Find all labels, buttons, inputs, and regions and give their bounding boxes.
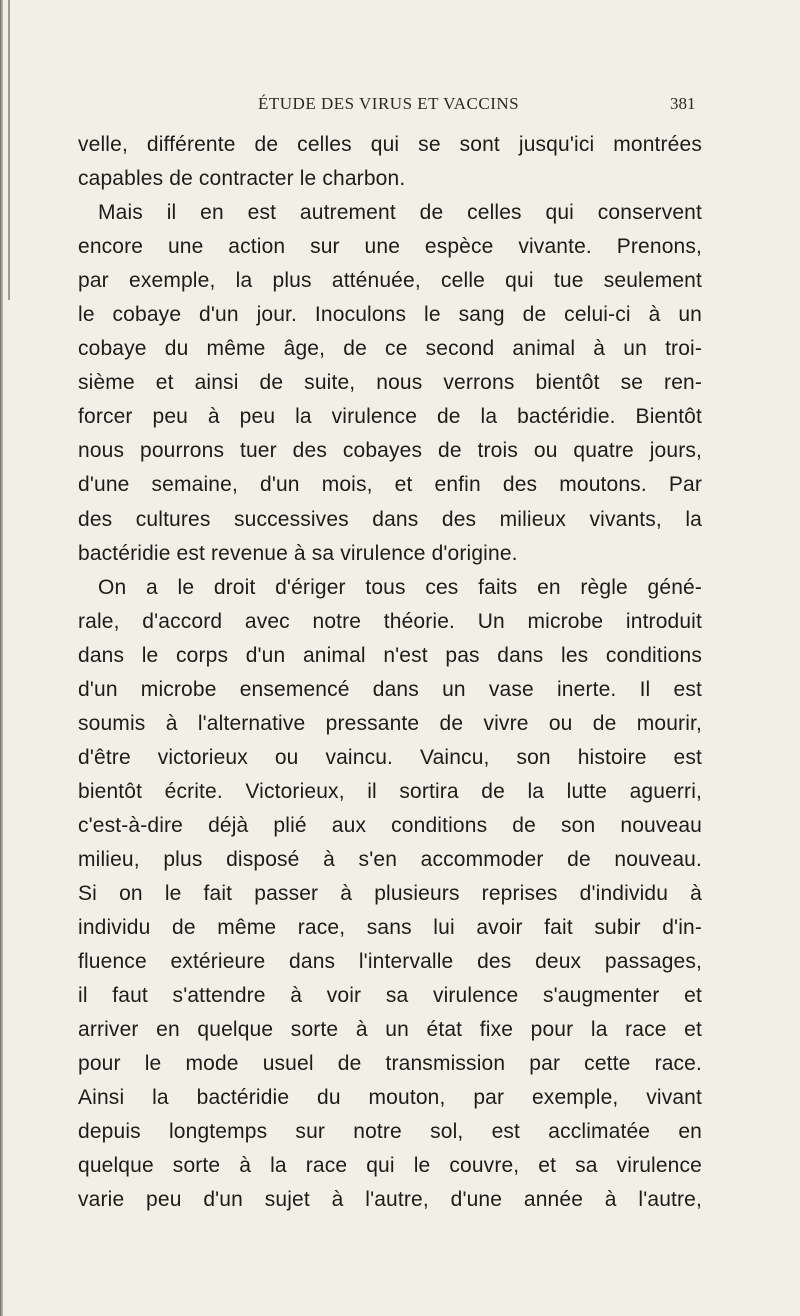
text-line: sième et ainsi de suite, nous verrons bientôt se ren-: [78, 371, 702, 395]
text-line: varie peu d'un sujet à l'autre, d'une année à l'autre,: [78, 1188, 702, 1212]
text-line: cobaye du même âge, de ce second animal à un troi-: [78, 337, 702, 361]
text-line: quelque sorte à la race qui le couvre, et sa virulence: [78, 1154, 702, 1178]
text-line: le cobaye d'un jour. Inoculons le sang de celui-ci à un: [78, 303, 702, 327]
text-line: bientôt écrite. Victorieux, il sortira de la lutte aguerri,: [78, 779, 702, 803]
text-line: velle, différente de celles qui se sont jusqu'ici montrées: [78, 133, 702, 156]
text-line: d'une semaine, d'un mois, et enfin des moutons. Par: [78, 473, 702, 497]
text-line: c'est-à-dire déjà plié aux conditions de son nouveau: [78, 813, 702, 837]
text-line: rale, d'accord avec notre théorie. Un microbe introduit: [78, 609, 702, 633]
text-line: individu de même race, sans lui avoir fait subir d'in-: [78, 916, 702, 940]
running-head: ÉTUDE DES VIRUS ET VACCINS: [258, 94, 520, 113]
text-line: bactéridie est revenue à sa virulence d'origine.: [78, 541, 518, 565]
text-line: capables de contracter le charbon.: [78, 167, 406, 191]
text-line: pour le mode usuel de transmission par cette race.: [78, 1052, 702, 1076]
text-line: d'être victorieux ou vaincu. Vaincu, son histoire est: [78, 745, 702, 769]
text-line: Ainsi la bactéridie du mouton, par exemple, vivant: [78, 1086, 702, 1110]
page-number: 381: [670, 94, 696, 113]
text-line: forcer peu à peu la virulence de la bactéridie. Bientôt: [78, 405, 702, 429]
text-line: depuis longtemps sur notre sol, est acclimatée en: [78, 1120, 702, 1144]
binding-shadow: [8, 0, 10, 300]
text-line: des cultures successives dans des milieux vivants, la: [78, 507, 702, 531]
text-line: d'un microbe ensemencé dans un vase inerte. Il est: [78, 677, 702, 701]
text-line: arriver en quelque sorte à un état fixe pour la race et: [78, 1018, 702, 1042]
text-line: dans le corps d'un animal n'est pas dans les conditions: [78, 643, 702, 667]
text-line: Si on le fait passer à plusieurs reprises d'individu à: [78, 882, 702, 906]
page-header: [0, 94, 800, 120]
text-line: encore une action sur une espèce vivante. Prenons,: [78, 235, 702, 259]
text-line: par exemple, la plus atténuée, celle qui tue seulement: [78, 269, 702, 293]
binding-edge: [0, 0, 3, 1316]
text-line: soumis à l'alternative pressante de vivre ou de mourir,: [78, 711, 702, 735]
text-line: On a le droit d'ériger tous ces faits en règle géné-: [98, 575, 702, 599]
text-line: fluence extérieure dans l'intervalle des deux passages,: [78, 950, 702, 974]
text-line: il faut s'attendre à voir sa virulence s'augmenter et: [78, 984, 702, 1008]
text-line: nous pourrons tuer des cobayes de trois ou quatre jours,: [78, 439, 702, 463]
text-line: milieu, plus disposé à s'en accommoder de nouveau.: [78, 847, 702, 871]
body-text: [78, 128, 702, 1218]
text-line: Mais il en est autrement de celles qui conservent: [98, 201, 702, 225]
